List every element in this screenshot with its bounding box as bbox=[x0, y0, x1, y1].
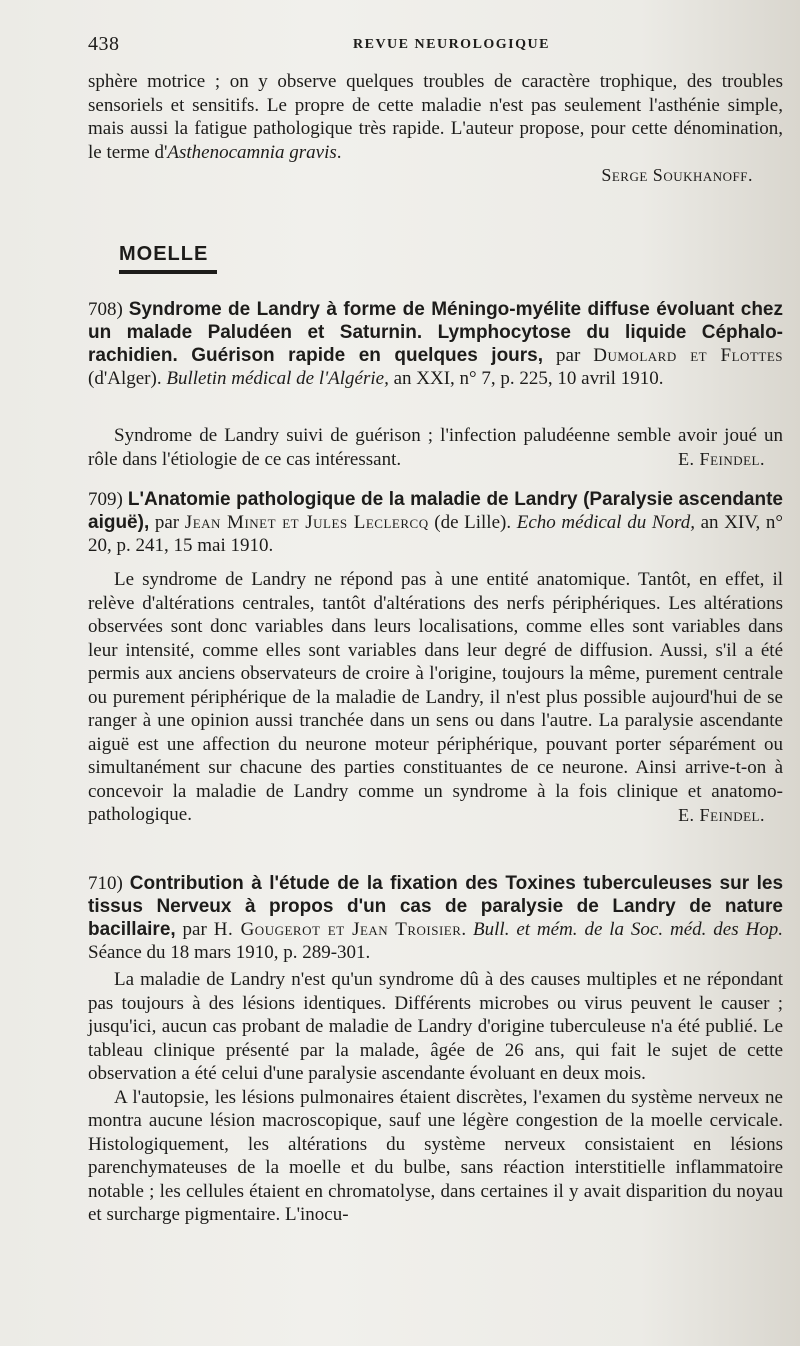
entry-journal: Bull. et mém. de la Soc. méd. des Hop. bbox=[473, 919, 783, 940]
page-number: 438 bbox=[88, 33, 120, 55]
entry-708 bbox=[88, 298, 783, 390]
entry-authors: H. Gougerot et Jean Troisier bbox=[213, 919, 462, 940]
entry-heading: 710) Contribution à l'étude de la fixation des Toxines tuberculeuses sur les tissus Nerveux à propos d'un cas de paralysie de Landry de nature bacillaire, par H. Gougerot et Jean Troisier. Bull. et mém. de la Soc. méd. des Hop. Séance du 18 mars 1910, p. 289-301. bbox=[88, 873, 784, 963]
intro-signature: Serge Soukhanoff. bbox=[601, 165, 753, 185]
entry-journal: Echo médical du Nord, bbox=[516, 512, 695, 533]
entry-709 bbox=[88, 488, 783, 557]
entry-709-abstract-block bbox=[88, 568, 783, 827]
intro-paragraph: sphère motrice ; on y observe quelques troubles de caractère trophique, des troubles sensoriels et sensitifs. Le propre de cette maladie n'est pas seulement l'asthénie simple, mais aussi la fatigue pathologique très rapide. L'auteur propose, pour cette dénomination, le terme d'Asthenocamnia gravis. bbox=[88, 71, 783, 163]
entry-title: Syndrome de Landry à forme de Méningo-myélite diffuse évoluant chez un malade Paludéen et Saturnin. Lymphocytose du liquide Céphalo-rachidien. Guérison rapide en quelques jours, bbox=[88, 299, 783, 366]
entry-abstract-continued: A l'autopsie, les lésions pulmonaires étaient discrètes, l'examen du système nerveux ne montra aucune lésion macroscopique, sauf une légère congestion de la moelle cervicale. Histologiquement, les altérations du système nerveux consistaient en lésions parenchymateuses de la moelle et du bulbe, sans réaction interstitielle inflammatoire notable ; les cellules étaient en chromatolyse, dans certaines il y avait disparition du noyau et surcharge pigmentaire. L'inocu- bbox=[88, 1086, 783, 1225]
entry-signature: E. Feindel. bbox=[678, 804, 765, 825]
entry-journal: Bulletin médical de l'Algérie, bbox=[166, 368, 389, 389]
entry-title: L'Anatomie pathologique de la maladie de Landry (Paralysie ascendante aiguë), bbox=[88, 489, 784, 533]
section-rule bbox=[119, 270, 217, 274]
entry-abstract: Syndrome de Landry suivi de guérison ; l'infection paludéenne semble avoir joué un rôle dans l'étiologie de ce cas intéressant. bbox=[88, 425, 783, 470]
entry-abstract: Le syndrome de Landry ne répond pas à une entité anatomique. Tantôt, en effet, il relève d'altérations centrales, tantôt d'altérations des nerfs périphériques. Les altérations observées sont donc variables dans leurs localisations, comme elles sont variables dans leur intensité, comme elles sont variables dans leur degré de diffusion. Aussi, s'il a été permis aux anciens observateurs de croire à l'origine, toujours la même, purement centrale ou purement périphérique de la maladie de Landry, il n'est plus possible aujourd'hui de se ranger à une opinion aussi tranchée dans un sens ou dans l'autre. La paralysie ascendante aiguë est une affection du neurone moteur périphérique, pouvant porter séparément ou simultanément sur chacune des parties constituantes de ce neurone. Ainsi arrive-t-on à concevoir la maladie de Landry comme un syndrome à la fois clinique et anatomo-pathologique. bbox=[88, 569, 783, 825]
entry-title: Contribution à l'étude de la fixation des Toxines tuberculeuses sur les tissus Nerveux à propos d'un cas de paralysie de Landry de nature bacillaire, bbox=[88, 873, 784, 940]
entry-710 bbox=[88, 872, 783, 964]
page-header bbox=[88, 33, 783, 57]
entry-authors: Dumolard et Flottes bbox=[593, 345, 784, 366]
entry-heading: 709) L'Anatomie pathologique de la maladie de Landry (Paralysie ascendante aiguë), par Jean Minet et Jules Leclercq (de Lille). Echo médical du Nord, an XIV, n° 20, p. 241, 15 mai 1910. bbox=[88, 489, 784, 556]
section-title: MOELLE bbox=[119, 243, 209, 265]
intro-block bbox=[88, 70, 783, 188]
entry-authors: Jean Minet et Jules Leclercq bbox=[184, 512, 429, 533]
entry-abstract: La maladie de Landry n'est qu'un syndrome dû à des causes multiples et ne répondant pas toujours à des lésions identiques. Différents microbes ou virus peuvent le causer ; jusqu'ici, aucun cas probant de maladie de Landry d'origine tuberculeuse n'a été publié. Le tableau clinique présenté par la malade, âgée de 26 ans, qui fait le sujet de cette observation a été celui d'une paralysie ascendante évoluant en deux mois. bbox=[88, 969, 783, 1084]
running-title: REVUE NEUROLOGIQUE bbox=[353, 37, 550, 52]
entry-710-abstract-block bbox=[88, 968, 783, 1227]
entry-heading: 708) Syndrome de Landry à forme de Méningo-myélite diffuse évoluant chez un malade Paludéen et Saturnin. Lymphocytose du liquide Céphalo-rachidien. Guérison rapide en quelques jours, par Dumolard et Flottes (d'Alger). Bulletin médical de l'Algérie, an XXI, n° 7, p. 225, 10 avril 1910. bbox=[88, 299, 784, 389]
entry-signature: E. Feindel. bbox=[678, 449, 765, 469]
intro-term: Asthenocamnia gravis bbox=[167, 141, 337, 163]
entry-708-abstract-block bbox=[88, 424, 783, 472]
